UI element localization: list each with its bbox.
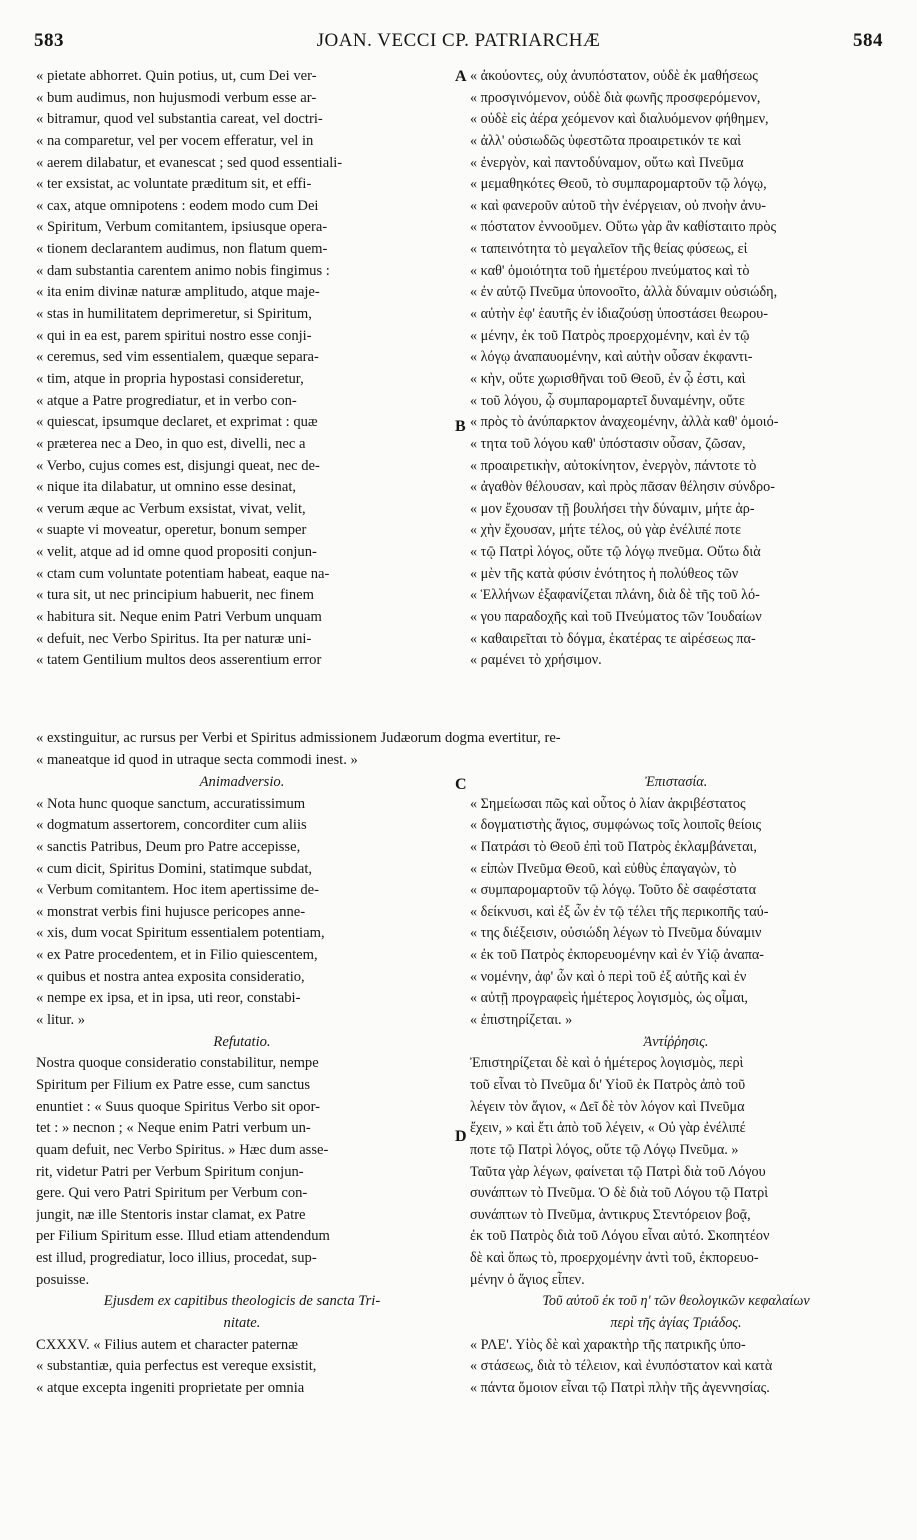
- text-line: ἐκ τοῦ Πατρὸς διὰ τοῦ Λόγου εἶναι αὐτό. Σκοπητέον: [470, 1228, 770, 1245]
- margin-marker-b: B: [455, 418, 466, 435]
- text-line: est illud, progrediatur, loco illius, procedat, sup-: [36, 1250, 317, 1267]
- text-line: ἔχειν, » καὶ ἔτι ἀπὸ τοῦ λέγειν, « Οὐ γὰρ ἐνέλιπέ: [470, 1120, 746, 1137]
- text-line: « habitura sit. Neque enim Patri Verbum unquam: [36, 609, 322, 626]
- margin-marker-c: C: [455, 776, 467, 793]
- section-heading: περὶ τῆς ἁγίας Τριάδος.: [610, 1315, 742, 1332]
- text-line: « ἐπιστηρίζεται. »: [470, 1012, 573, 1029]
- text-line: « stas in humilitatem deprimeretur, si Spiritum,: [36, 306, 312, 323]
- text-line: « Verbo, cujus comes est, disjungi queat, nec de-: [36, 457, 320, 474]
- text-line: Ταῦτα γὰρ λέγων, φαίνεται τῷ Πατρὶ διὰ τοῦ Λόγου: [470, 1163, 766, 1180]
- text-line: συνάπτων τὸ Πνεῦμα, ἀντικρυς Στεντόρειον βοᾷ,: [470, 1206, 751, 1223]
- text-line: « πόστατον ἐννοοῦμεν. Οὕτω γὰρ ἂν καθίσταιτο πρὸς: [470, 219, 777, 236]
- text-line: jungit, næ ille Stentoris instar clamat, ex Patre: [36, 1206, 306, 1223]
- text-line: « Σημείωσαι πῶς καὶ οὗτος ὁ λίαν ἀκριβέστατος: [470, 795, 746, 812]
- text-line: « ραμένει τὸ χρήσιμον.: [470, 652, 602, 669]
- latin-column-lower: [36, 772, 448, 1400]
- text-line: « προσγινόμενον, οὐδὲ διὰ φωνῆς προσφερόμενον,: [470, 89, 761, 106]
- text-line: « μεμαθηκότες Θεοῦ, τὸ συμπαρομαρτοῦν τῷ λόγῳ,: [470, 176, 767, 193]
- text-line: « qui in ea est, parem spiritui nostro esse conji-: [36, 327, 312, 344]
- text-line: quam defuit, nec Verbo Spiritus. » Hæc dum asse-: [36, 1141, 329, 1158]
- text-line: « μένην, ἐκ τοῦ Πατρὸς προερχομένην, καὶ ἐν τῷ: [470, 327, 750, 344]
- text-line: « aerem dilabatur, et evanescat ; sed quod essentiali-: [36, 154, 343, 171]
- text-line: « Nota hunc quoque sanctum, accuratissimum: [36, 795, 306, 812]
- text-line: « εἰπὼν Πνεῦμα Θεοῦ, καὶ εὐθὺς ἐπαγαγὼν, τὸ: [470, 860, 737, 877]
- text-line: συνάπτων τὸ Πνεῦμα. Ὁ δὲ διὰ τοῦ Λόγου τῷ Πατρὶ: [470, 1185, 769, 1202]
- text-line: « Spiritum, Verbum comitantem, ipsiusque opera-: [36, 219, 328, 236]
- text-line: « ex Patre procedentem, et in Filio quiescentem,: [36, 947, 318, 964]
- text-line: « προαιρετικὴν, αὐτοκίνητον, ἐνεργὸν, πάντοτε τὸ: [470, 457, 757, 474]
- text-line: « καθαιρεῖται τὸ δόγμα, ἑκατέρας τε αἱρέσεως πα-: [470, 630, 756, 647]
- text-line: per Filium Spiritum esse. Illud etiam attendendum: [36, 1228, 330, 1245]
- text-line: « μον ἔχουσαν τῇ βουλήσει τὴν δύναμιν, μήτε ἀρ-: [470, 500, 755, 517]
- page-number-left: 583: [34, 30, 64, 51]
- section-heading: Ἐπιστασία.: [644, 774, 708, 790]
- running-title: JOAN. VECCI CP. PATRIARCHÆ: [316, 30, 601, 51]
- text-line: rit, videtur Patri per Verbum Spiritum conjun-: [36, 1163, 304, 1180]
- text-line: « suapte vi moveatur, operetur, bonum semper: [36, 522, 307, 539]
- text-line: δὲ καὶ ὅπως τὸ, προερχομένην ἀντὶ τοῦ, ἐκπορευο-: [470, 1250, 759, 1267]
- latin-full-width-lines: [36, 728, 882, 771]
- text-line: « substantiæ, quia perfectus est vereque exsistit,: [36, 1358, 317, 1375]
- text-line: « ita enim divinæ naturæ amplitudo, atque maje-: [36, 284, 320, 301]
- text-line: « ἐκ τοῦ Πατρὸς ἐκπορευομένην καὶ ἐν Υἱῷ ἀναπα-: [470, 947, 765, 964]
- text-line: « Πατράσι τὸ Θεοῦ ἐπὶ τοῦ Πατρὸς ἐκλαμβάνεται,: [470, 838, 757, 855]
- text-line: « ἐνεργὸν, καὶ παντοδύναμον, οὕτω καὶ Πνεῦμα: [470, 154, 744, 171]
- text-line: « χὴν ἔχουσαν, μήτε τέλος, οὐ γὰρ ἐνέλιπέ ποτε: [470, 522, 741, 539]
- text-line: « αὐτῇ προγραφεὶς ἡμέτερος λογισμὸς, ὡς οἶμαι,: [470, 990, 748, 1007]
- text-line: « bum audimus, non hujusmodi verbum esse ar-: [36, 89, 317, 106]
- text-line: « κὴν, οὔτε χωρισθῆναι τοῦ Θεοῦ, ἐν ᾧ ἐστι, καὶ: [470, 370, 746, 387]
- text-line: « verum æque ac Verbum exsistat, vivat, velit,: [36, 500, 306, 517]
- text-line: « tionem declarantem audimus, non flatum quem-: [36, 241, 328, 258]
- text-line: « monstrat verbis fini hujusce pericopes anne-: [36, 903, 306, 920]
- text-line: « atque a Patre progrediatur, et in verbo con-: [36, 392, 297, 409]
- latin-column-top: [36, 66, 448, 672]
- text-line: « defuit, nec Verbo Spiritus. Ita per naturæ uni-: [36, 630, 312, 647]
- text-line: ποτε τῷ Πατρὶ λόγος, οὔτε τῷ Λόγῳ Πνεῦμα. »: [470, 1141, 739, 1158]
- text-line: « δογματιστὴς ἅγιος, συμφώνως τοῖς λοιποῖς θείοις: [470, 817, 762, 834]
- text-line: « συμπαρομαρτοῦν τῷ λόγῳ. Τοῦτο δὲ σαφέστατα: [470, 882, 757, 899]
- text-line: « καθ' ὁμοιότητα τοῦ ἡμετέρου πνεύματος καὶ τὸ: [470, 262, 750, 279]
- text-line: « tim, atque in propria hypostasi consideretur,: [36, 370, 304, 387]
- text-line: tet : » necnon ; « Neque enim Patri verbum un-: [36, 1120, 311, 1137]
- greek-column-lower: [470, 772, 882, 1400]
- text-line: « οὐδὲ εἰς ἀέρα χεόμενον καὶ διαλυόμενον φήθημεν,: [470, 111, 769, 128]
- text-line: « bitramur, quod vel substantia careat, vel doctri-: [36, 111, 323, 128]
- text-line: « quibus et nostra antea exposita consideratio,: [36, 968, 305, 985]
- text-line: Spiritum per Filium ex Patre esse, cum sanctus: [36, 1076, 310, 1093]
- text-line: « ἐν αὐτῷ Πνεῦμα ὑπονοοῖτο, ἀλλὰ δύναμιν οὐσιώδη,: [470, 284, 778, 301]
- text-line: posuisse.: [36, 1271, 90, 1288]
- text-line: « ταπεινότητα τὸ μεγαλεῖον τῆς θείας φύσεως, εἰ: [470, 241, 748, 258]
- text-line: τοῦ εἶναι τὸ Πνεῦμα δι' Υἱοῦ ἐκ Πατρὸς ἀπὸ τοῦ: [470, 1076, 746, 1093]
- section-heading: Ἀντίῤῥησις.: [643, 1033, 709, 1050]
- text-line: « xis, dum vocat Spiritum essentialem potentiam,: [36, 925, 325, 942]
- text-line: Ἐπιστηρίζεται δὲ καὶ ὁ ἡμέτερος λογισμὸς, περὶ: [470, 1055, 744, 1072]
- text-line: « καὶ φανεροῦν αὐτοῦ τὴν ἐνέργειαν, οὐ πνοὴν ἀνυ-: [470, 197, 766, 214]
- text-line: « nempe ex ipsa, et in ipsa, uti reor, constabi-: [36, 990, 301, 1007]
- text-line: gere. Qui vero Patri Spiritum per Verbum con-: [36, 1185, 308, 1202]
- text-line: « της διέξεισιν, οὐσιώδη λέγων τὸ Πνεῦμα δύναμιν: [470, 925, 762, 942]
- text-line: « atque excepta ingeniti proprietate per omnia: [36, 1379, 305, 1396]
- text-line: « τοῦ λόγου, ᾧ συμπαρομαρτεῖ δυναμένην, οὔτε: [470, 392, 745, 409]
- text-line: « velit, atque ad id omne quod propositi conjun-: [36, 544, 317, 561]
- text-line: « πρὸς τὸ ἀνύπαρκτον ἀναχεομένην, ἀλλὰ καθ' ὁμοιό-: [470, 414, 779, 431]
- text-line: « νομένην, ἀφ' ὧν καὶ ὁ περὶ τοῦ ἐξ αὐτῆς καὶ ἐν: [470, 968, 747, 985]
- text-line: « maneatque id quod in utraque secta commodi inest. »: [36, 751, 358, 768]
- section-heading: Animadversio.: [199, 774, 285, 790]
- text-line: « pietate abhorret. Quin potius, ut, cum Dei ver-: [36, 68, 317, 84]
- text-line: « dam substantia carentem animo nobis fingimus :: [36, 262, 330, 279]
- text-line: « γου παραδοχῆς καὶ τοῦ Πνεύματος τῶν Ἰουδαίων: [470, 609, 762, 626]
- text-line: « na comparetur, vel per vocem efferatur, vel in: [36, 132, 314, 149]
- text-line: « cum dicit, Spiritus Domini, statimque subdat,: [36, 860, 313, 877]
- section-heading: Ejusdem ex capitibus theologicis de sancta Tri-: [103, 1293, 381, 1310]
- text-line: « ἀλλ' οὐσιωδῶς ὑφεστῶτα προαιρετικόν τε καὶ: [470, 132, 742, 149]
- greek-column-top: [470, 66, 882, 672]
- text-line: « tura sit, ut nec principium habuerit, nec finem: [36, 587, 315, 604]
- text-line: « δείκνυσι, καὶ ἐξ ὧν ἐν τῷ τέλει τῆς περικοπῆς ταύ-: [470, 903, 769, 920]
- text-line: « Verbum comitantem. Hoc item apertissime de-: [36, 882, 320, 899]
- text-line: « τητα τοῦ λόγου καθ' ὑπόστασιν οὖσαν, ζῶσαν,: [470, 435, 746, 452]
- text-line: « tatem Gentilium multos deos asserentium error: [36, 652, 322, 669]
- text-line: « præterea nec a Deo, in quo est, divelli, nec a: [36, 435, 306, 452]
- text-line: « Ἑλλήνων ἐξαφανίζεται πλάνη, διὰ δὲ τῆς τοῦ λό-: [470, 587, 760, 604]
- text-line: enuntiet : « Suus quoque Spiritus Verbo sit opor-: [36, 1098, 321, 1115]
- text-line: « nique ita dilabatur, ut omnino esse desinat,: [36, 479, 297, 496]
- text-line: « ἀγαθὸν θέλουσαν, καὶ πρὸς πᾶσαν θέλησιν σύνδρο-: [470, 479, 775, 496]
- text-line: « στάσεως, διὰ τὸ τέλειον, καὶ ἐνυπόστατον καὶ κατὰ: [470, 1358, 773, 1375]
- text-line: « ctam cum voluntate potentiam habeat, eaque na-: [36, 565, 330, 582]
- text-line: « sanctis Patribus, Deum pro Patre accepisse,: [36, 838, 301, 855]
- text-line: « litur. »: [36, 1012, 86, 1029]
- text-line: Nostra quoque consideratio constabilitur, nempe: [36, 1055, 319, 1072]
- text-line: « ter exsistat, ac voluntate præditum sit, et effi-: [36, 176, 312, 193]
- running-header: [34, 30, 883, 58]
- text-line: « αὐτὴν ἐφ' ἑαυτῆς ἐν ἰδιαζούσῃ ὑποστάσει θεωρου-: [470, 306, 768, 323]
- section-heading: Refutatio.: [213, 1033, 271, 1050]
- text-line: « exstinguitur, ac rursus per Verbi et Spiritus admissionem Judæorum dogma evertitur, re-: [36, 730, 561, 746]
- text-line: λέγειν τὸν ἅγιον, « Δεῖ δὲ τὸν λόγον καὶ Πνεῦμα: [470, 1098, 745, 1115]
- text-line: « λόγῳ ἀναπαυομένην, καὶ αὐτὴν οὖσαν ἐκφαντι-: [470, 349, 753, 366]
- text-line: CXXXV. « Filius autem et character paternæ: [36, 1336, 298, 1353]
- section-heading: Τοῦ αὐτοῦ ἐκ τοῦ η' τῶν θεολογικῶν κεφαλαίων: [542, 1293, 810, 1310]
- text-line: « ΡΛΕ'. Υἱὸς δὲ καὶ χαρακτὴρ τῆς πατρικῆς ὑπο-: [470, 1336, 746, 1353]
- text-line: μένην ὁ ἅγιος εἶπεν.: [470, 1271, 585, 1288]
- margin-marker-a: A: [455, 68, 467, 85]
- text-line: « ἀκούοντες, οὐχ ἀνυπόστατον, οὐδὲ ἐκ μαθήσεως: [470, 68, 758, 84]
- text-line: « τῷ Πατρὶ λόγος, οὔτε τῷ λόγῳ πνεῦμα. Οὕτω διὰ: [470, 544, 761, 561]
- margin-marker-d: D: [455, 1128, 467, 1145]
- section-heading: nitate.: [223, 1315, 261, 1332]
- text-line: « dogmatum assertorem, concorditer cum aliis: [36, 817, 307, 834]
- text-line: « quiescat, ipsumque declaret, et exprimat : quæ: [36, 414, 318, 431]
- text-line: « ceremus, sed vim essentialem, quæque separa-: [36, 349, 319, 366]
- text-line: « πάντα ὅμοιον εἶναι τῷ Πατρὶ πλὴν τῆς ἀγεννησίας.: [470, 1379, 770, 1396]
- text-line: « μὲν τῆς κατὰ φύσιν ἑνότητος ἡ πολύθεος τῶν: [470, 565, 739, 582]
- text-line: « cax, atque omnipotens : eodem modo cum Dei: [36, 197, 319, 214]
- page-number-right: 584: [853, 30, 883, 51]
